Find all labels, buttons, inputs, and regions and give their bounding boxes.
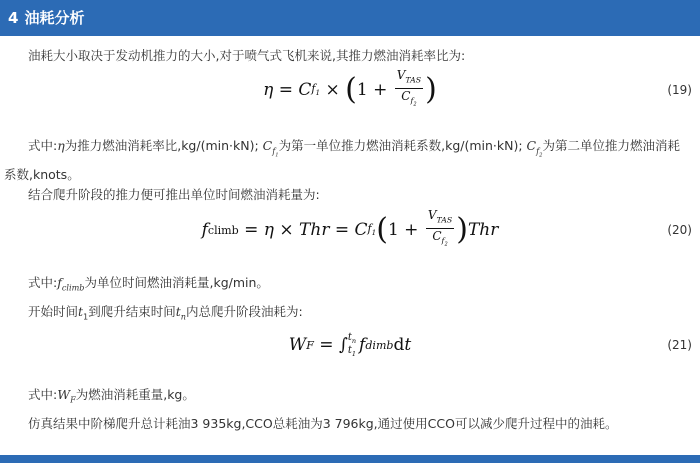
equation-number-19: (19) <box>667 83 692 97</box>
equation-number-21: (21) <box>667 338 692 352</box>
paragraph-result: 仿真结果中阶梯爬升总计耗油3 935kg,CCO总耗油为3 796kg,通过使用CCO可以减少爬升过程中的油耗。 <box>28 416 618 431</box>
paragraph-climb-intro: 结合爬升阶段的推力便可推出单位时间燃油消耗量为: <box>28 187 320 202</box>
equation-19: η = C $f_1$ × ( 1 + $\frac{V_{TAS}}{C_{f_2}}$ ) (19) <box>263 68 692 108</box>
paragraph-intro: 油耗大小取决于发动机推力的大小,对于喷气式飞机来说,其推力燃油消耗率比为: <box>28 48 466 63</box>
section-header <box>0 0 700 36</box>
equation-number-20: (20) <box>667 223 692 237</box>
section-number: 4 <box>8 9 19 27</box>
paragraph-time-range: 开始时间$t_1$到爬升结束时间$t_n$内总爬升阶段油耗为: <box>28 304 303 322</box>
section-title: 油耗分析 <box>24 9 85 27</box>
footer-bar <box>0 455 700 463</box>
paragraph-symbols-19: 式中:η为推力燃油消耗率比,kg/(min·kN); $C_{f_1}$为第一单位推力燃油消耗系数,kg/(min·kN); $C_{f_2}$为第二单位推力燃油消耗系数,knots。 <box>4 138 681 183</box>
equation-20: f climb = η × Thr = C $f_1$ ( 1 + $\frac{V_{TAS}}{C_{f_2}}$ ) Thr (20) <box>201 208 692 248</box>
equation-21: W F = ∫ $t_n$ $t_1$ f dimb d t (21) <box>288 332 692 358</box>
paragraph-symbols-20: 式中$:f_{climb}$为单位时间燃油消耗量,kg/min。 <box>28 275 269 293</box>
paragraph-symbols-21: 式中$:W_F$为燃油消耗重量,kg。 <box>28 387 195 405</box>
